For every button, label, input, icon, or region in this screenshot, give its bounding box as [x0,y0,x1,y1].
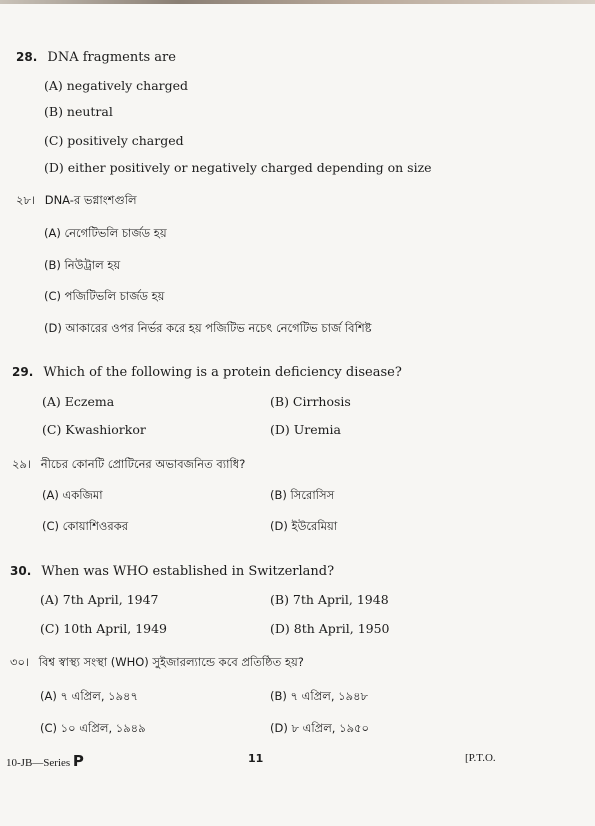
bengali-question-text: নীচের কোনটি প্রোটিনের অভাবজনিত ব্যাধি? [40,457,246,471]
option-a: (A) Eczema [42,394,115,409]
series-code: 10-JB—Series [6,757,71,769]
question-number: 29. [12,365,34,379]
page-number: 11 [248,752,264,765]
bengali-option-a: (A) নেগেটিভলি চার্জড হয় [44,226,167,240]
question-text: Which of the following is a protein deficiency disease? [43,365,402,380]
bengali-option-d: (D) ৮ এপ্রিল, ১৯৫০ [270,721,369,735]
bengali-question-number: ২৮। [16,193,36,207]
option-b: (B) 7th April, 1948 [270,592,389,607]
question-text: DNA fragments are [47,50,176,65]
bengali-option-c: (C) পজিটিভলি চার্জড হয় [44,289,165,303]
option-c: (C) positively charged [44,133,184,148]
option-d: (D) 8th April, 1950 [270,621,390,636]
option-b: (B) neutral [44,104,113,119]
bengali-option-c: (C) ১০ এপ্রিল, ১৯৪৯ [40,721,146,735]
series-label [6,752,84,770]
bengali-question-text: DNA-র ভগ্নাংশগুলি [44,193,137,207]
bengali-option-d: (D) আকারের ওপর নির্ভর করে হয় পজিটিভ নচেৎ নেগেটিভ চার্জ বিশিষ্ট [44,321,372,335]
option-d: (D) either positively or negatively charged depending on size [44,160,432,175]
series-letter: P [72,752,84,770]
option-a: (A) 7th April, 1947 [40,592,159,607]
bengali-option-d: (D) ইউরেমিয়া [270,519,338,533]
bengali-option-c: (C) কোয়াশিওরকর [42,519,129,533]
option-a: (A) negatively charged [44,78,189,93]
page-top-border [0,0,595,4]
bengali-option-a: (A) ৭ এপ্রিল, ১৯৪৭ [40,689,138,703]
bengali-question-number: ২৯। [12,457,32,471]
question-number: 28. [16,50,38,64]
bengali-option-b: (B) নিউট্রাল হয় [44,258,121,272]
bengali-question-number: ৩০। [10,655,30,669]
please-turn-over: [P.T.O. [465,752,496,764]
option-d: (D) Uremia [270,422,341,437]
question-text: When was WHO established in Switzerland? [41,564,335,579]
question-number: 30. [10,564,32,578]
option-c: (C) 10th April, 1949 [40,621,168,636]
bengali-option-b: (B) সিরোসিস [270,488,335,502]
bengali-option-a: (A) একজিমা [42,488,103,502]
bengali-option-b: (B) ৭ এপ্রিল, ১৯৪৮ [270,689,369,703]
option-b: (B) Cirrhosis [270,394,351,409]
bengali-question-text: বিশ্ব স্বাস্থ্য সংস্থা (WHO) সুইজারল্যান্ডে কবে প্রতিষ্ঠিত হয়? [38,655,304,669]
option-c: (C) Kwashiorkor [42,422,146,437]
